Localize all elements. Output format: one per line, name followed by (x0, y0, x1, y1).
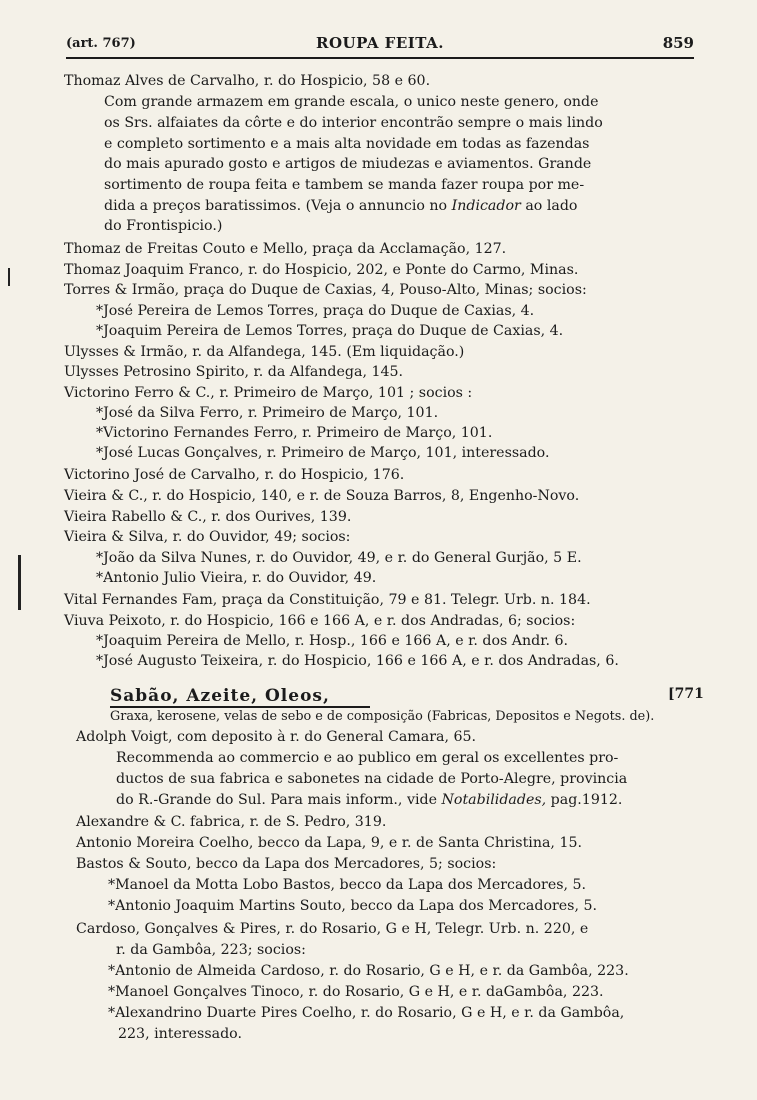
section-title: Sabão, Azeite, Oleos, (110, 686, 330, 706)
entry-line: do Frontispicio.) (104, 218, 223, 234)
section-subtitle: Graxa, kerosene, velas de sebo e de composição (Fabricas, Depositos e Negots. de). (110, 709, 655, 724)
entry-text: do R.-Grande do Sul. Para mais inform., vide (116, 792, 437, 808)
margin-mark (8, 268, 10, 286)
partner-line: *Antonio de Almeida Cardoso, r. do Rosario, G e H, e r. da Gambôa, 223. (108, 963, 629, 979)
entry-line: do mais apurado gosto e artigos de miudezas e aviamentos. Grande (104, 156, 592, 172)
page-number: 859 (662, 34, 694, 52)
article-reference: (art. 767) (66, 36, 136, 51)
entry-line: Viuva Peixoto, r. do Hospicio, 166 e 166 A, e r. dos Andradas, 6; socios: (64, 613, 576, 629)
entry-line: Bastos & Souto, becco da Lapa dos Mercadores, 5; socios: (76, 856, 497, 872)
page-header (66, 34, 694, 54)
entry-line: Vieira Rabello & C., r. dos Ourives, 139. (64, 509, 352, 525)
entry-text: pag.1912. (550, 792, 623, 808)
section-number: [771 (668, 686, 704, 702)
partner-line: *Manoel da Motta Lobo Bastos, becco da Lapa dos Mercadores, 5. (108, 877, 587, 893)
entry-line: os Srs. alfaiates da côrte e do interior encontrão sempre o mais lindo (104, 115, 603, 131)
entry-line: Thomaz de Freitas Couto e Mello, praça da Acclamação, 127. (64, 241, 507, 257)
entry-line: Victorino José de Carvalho, r. do Hospicio, 176. (64, 467, 405, 483)
entry-line: Torres & Irmão, praça do Duque de Caxias, 4, Pouso-Alto, Minas; socios: (64, 282, 587, 298)
entry-line: Com grande armazem em grande escala, o unico neste genero, onde (104, 94, 599, 110)
partner-line: *Joaquim Pereira de Lemos Torres, praça do Duque de Caxias, 4. (96, 323, 564, 339)
margin-mark (18, 555, 21, 610)
entry-line: Vital Fernandes Fam, praça da Constituição, 79 e 81. Telegr. Urb. n. 184. (64, 592, 591, 608)
entry-line: Ulysses & Irmão, r. da Alfandega, 145. (Em liquidação.) (64, 344, 465, 360)
entry-line: Alexandre & C. fabrica, r. de S. Pedro, 319. (76, 814, 387, 830)
entry-line: ductos de sua fabrica e sabonetes na cidade de Porto-Alegre, provincia (116, 771, 628, 787)
entry-line: Vieira & C., r. do Hospicio, 140, e r. de Souza Barros, 8, Engenho-Novo. (64, 488, 580, 504)
partner-line: *Victorino Fernandes Ferro, r. Primeiro de Março, 101. (96, 425, 493, 441)
partner-line: *José Pereira de Lemos Torres, praça do Duque de Caxias, 4. (96, 303, 535, 319)
partner-line: *José Lucas Gonçalves, r. Primeiro de Março, 101, interessado. (96, 445, 550, 461)
partner-line: *Antonio Julio Vieira, r. do Ouvidor, 49. (96, 570, 377, 586)
partner-line: 223, interessado. (118, 1026, 242, 1042)
partner-line: *Manoel Gonçalves Tinoco, r. do Rosario, G e H, e r. daGambôa, 223. (108, 984, 604, 1000)
entry-line-with-italic (104, 197, 577, 215)
partner-line: *Antonio Joaquim Martins Souto, becco da Lapa dos Mercadores, 5. (108, 898, 598, 914)
entry-line: Ulysses Petrosino Spirito, r. da Alfandega, 145. (64, 364, 404, 380)
italic-reference: Notabilidades, (441, 792, 547, 808)
header-rule (66, 57, 694, 59)
entry-line-with-italic (116, 791, 622, 809)
partner-line: *José da Silva Ferro, r. Primeiro de Março, 101. (96, 405, 439, 421)
partner-line: *João da Silva Nunes, r. do Ouvidor, 49, e r. do General Gurjão, 5 E. (96, 550, 582, 566)
entry-line: Victorino Ferro & C., r. Primeiro de Março, 101 ; socios : (64, 385, 473, 401)
partner-line: *José Augusto Teixeira, r. do Hospicio, 166 e 166 A, e r. dos Andradas, 6. (96, 653, 619, 669)
entry-line: Thomaz Alves de Carvalho, r. do Hospicio, 58 e 60. (64, 73, 431, 89)
italic-reference: Indicador (451, 198, 521, 214)
page-title: ROUPA FEITA. (316, 34, 444, 52)
entry-line: r. da Gambôa, 223; socios: (116, 942, 306, 958)
entry-line: Thomaz Joaquim Franco, r. do Hospicio, 202, e Ponte do Carmo, Minas. (64, 262, 579, 278)
entry-line: sortimento de roupa feita e tambem se manda fazer roupa por me- (104, 177, 585, 193)
partner-line: *Joaquim Pereira de Mello, r. Hosp., 166 e 166 A, e r. dos Andr. 6. (96, 633, 569, 649)
entry-line: Recommenda ao commercio e ao publico em geral os excellentes pro- (116, 750, 619, 766)
partner-line: *Alexandrino Duarte Pires Coelho, r. do Rosario, G e H, e r. da Gambôa, (108, 1005, 625, 1021)
entry-line: e completo sortimento e a mais alta novidade em todas as fazendas (104, 136, 590, 152)
entry-line: Antonio Moreira Coelho, becco da Lapa, 9, e r. de Santa Christina, 15. (76, 835, 583, 851)
entry-line: Cardoso, Gonçalves & Pires, r. do Rosario, G e H, Telegr. Urb. n. 220, e (76, 921, 589, 937)
entry-text: ao lado (525, 198, 578, 214)
entry-text: dida a preços baratissimos. (Veja o annuncio no (104, 198, 448, 214)
entry-line: Adolph Voigt, com deposito à r. do General Camara, 65. (76, 729, 477, 745)
entry-line: Vieira & Silva, r. do Ouvidor, 49; socios: (64, 529, 351, 545)
